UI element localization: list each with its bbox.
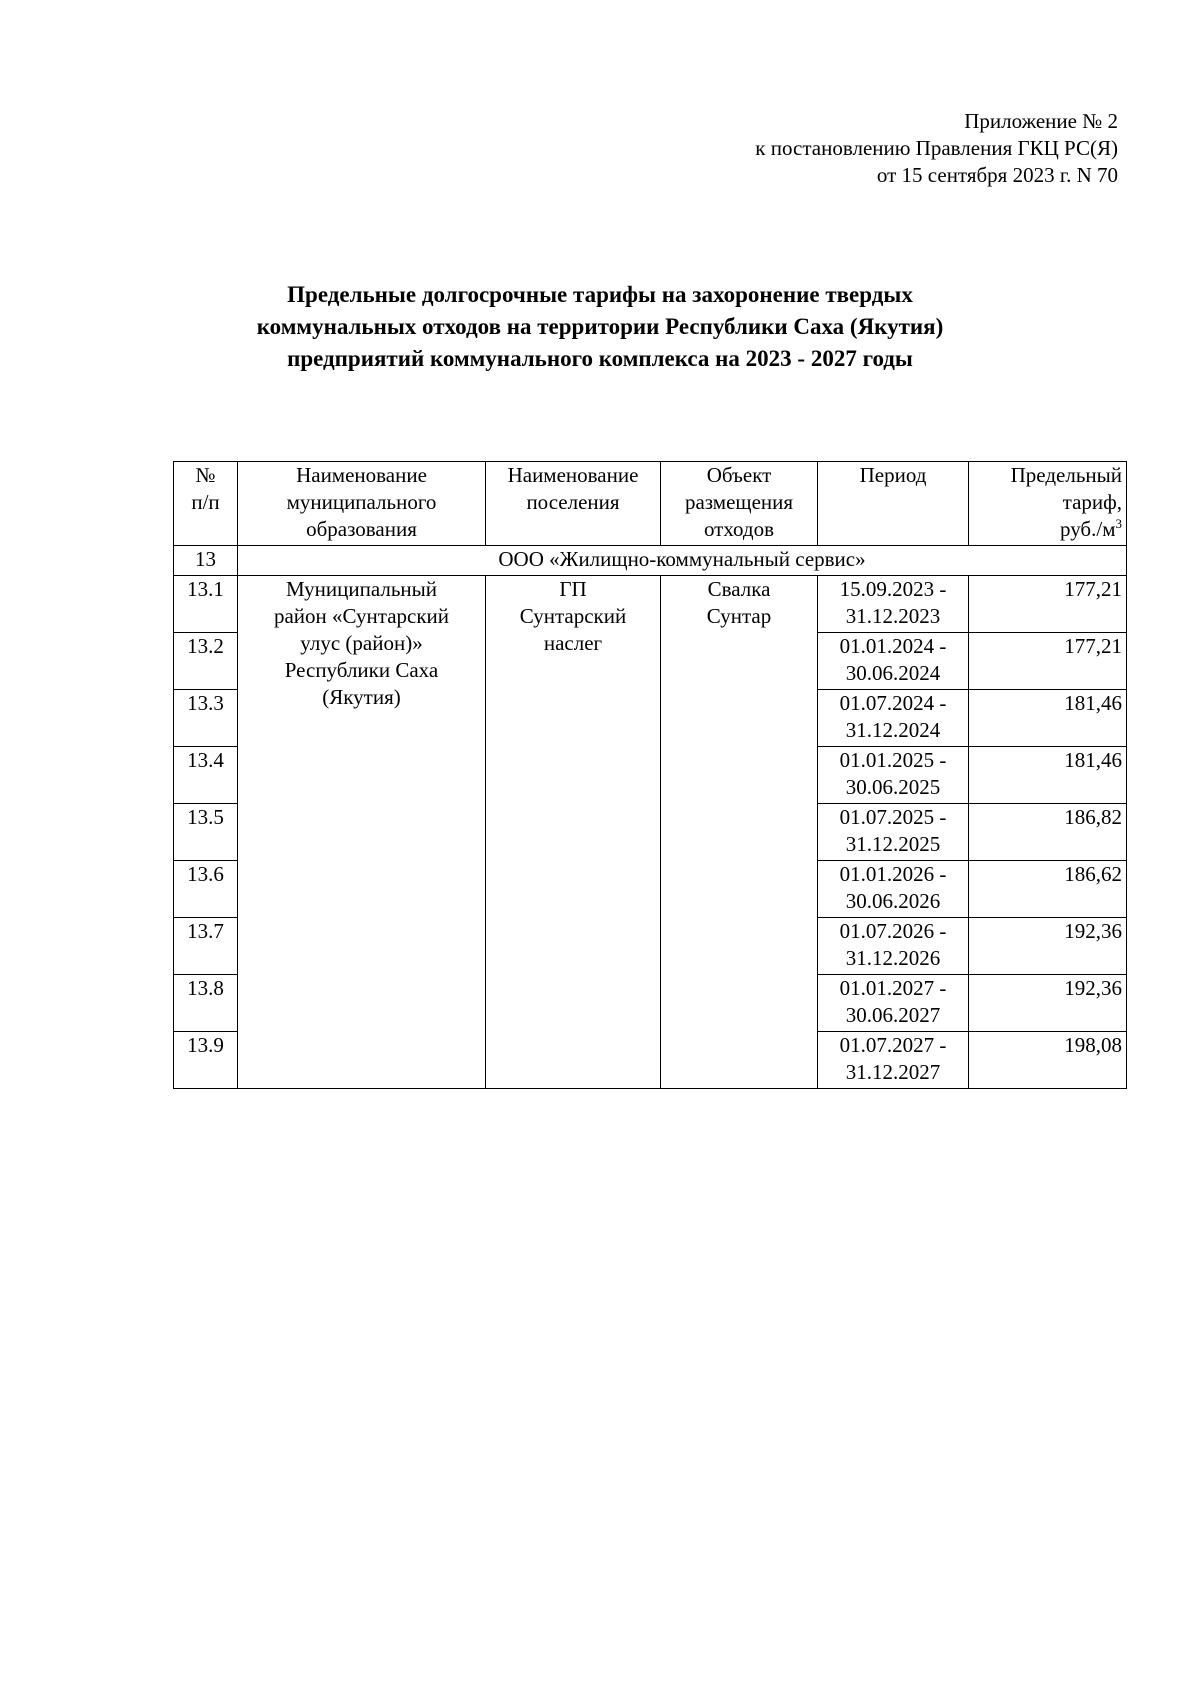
row-rate: 192,36 <box>969 975 1127 1032</box>
header-settlement: Наименование поселения <box>486 462 661 546</box>
annex-block <box>755 108 1118 189</box>
row-period: 01.01.2025 - 30.06.2025 <box>818 747 969 804</box>
title-line-2: коммунальных отходов на территории Республики Саха (Якутия) <box>256 314 944 339</box>
row-rate: 177,21 <box>969 576 1127 633</box>
row-period: 01.01.2027 - 30.06.2027 <box>818 975 969 1032</box>
group-row <box>174 546 1127 576</box>
row-period: 01.07.2026 - 31.12.2026 <box>818 918 969 975</box>
cubic-superscript: 3 <box>1115 516 1122 531</box>
tariff-table <box>173 461 1127 1089</box>
header-num: № п/п <box>174 462 238 546</box>
row-num: 13.6 <box>174 861 238 918</box>
row-num: 13.3 <box>174 690 238 747</box>
row-period: 01.07.2027 - 31.12.2027 <box>818 1032 969 1089</box>
header-period: Период <box>818 462 969 546</box>
row-num: 13.1 <box>174 576 238 633</box>
row-num: 13.2 <box>174 633 238 690</box>
annex-line-3: от 15 сентября 2023 г. N 70 <box>876 163 1118 187</box>
annex-line-1: Приложение № 2 <box>964 109 1118 133</box>
row-period: 15.09.2023 - 31.12.2023 <box>818 576 969 633</box>
annex-line-2: к постановлению Правления ГКЦ РС(Я) <box>755 136 1118 160</box>
row-rate: 186,82 <box>969 804 1127 861</box>
row-num: 13.5 <box>174 804 238 861</box>
municipality-cell: Муниципальный район «Сунтарский улус (район)» Республики Саха (Якутия) <box>238 576 486 1089</box>
row-num: 13.8 <box>174 975 238 1032</box>
row-rate: 181,46 <box>969 747 1127 804</box>
title-line-3: предприятий коммунального комплекса на 2023 - 2027 годы <box>287 346 913 371</box>
document-title <box>0 279 1200 375</box>
row-period: 01.07.2024 - 31.12.2024 <box>818 690 969 747</box>
settlement-cell: ГП Сунтарский наслег <box>486 576 661 1089</box>
row-period: 01.07.2025 - 31.12.2025 <box>818 804 969 861</box>
facility-cell: Свалка Сунтар <box>661 576 818 1089</box>
group-name: ООО «Жилищно-коммунальный сервис» <box>238 546 1127 576</box>
row-rate: 198,08 <box>969 1032 1127 1089</box>
table-header-row <box>174 462 1127 546</box>
title-line-1: Предельные долгосрочные тарифы на захоронение твердых <box>287 282 913 307</box>
table-row <box>174 576 1127 633</box>
row-period: 01.01.2026 - 30.06.2026 <box>818 861 969 918</box>
header-facility: Объект размещения отходов <box>661 462 818 546</box>
row-period: 01.01.2024 - 30.06.2024 <box>818 633 969 690</box>
row-num: 13.4 <box>174 747 238 804</box>
row-rate: 192,36 <box>969 918 1127 975</box>
group-num: 13 <box>174 546 238 576</box>
header-municipality: Наименование муниципального образования <box>238 462 486 546</box>
row-rate: 177,21 <box>969 633 1127 690</box>
row-num: 13.7 <box>174 918 238 975</box>
row-num: 13.9 <box>174 1032 238 1089</box>
row-rate: 181,46 <box>969 690 1127 747</box>
header-tariff: Предельный тариф, $руб./м^3$ <box>969 462 1127 546</box>
row-rate: 186,62 <box>969 861 1127 918</box>
